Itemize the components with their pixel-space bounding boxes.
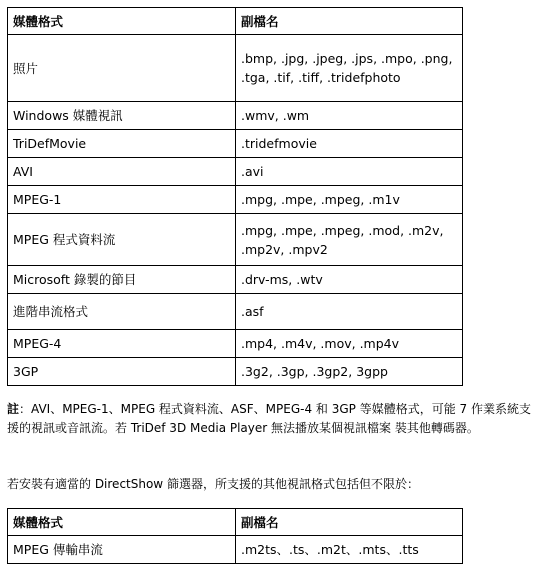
table-row <box>8 266 463 294</box>
table-row <box>8 330 463 358</box>
format-cell: MPEG-1 <box>8 186 236 214</box>
table-row <box>8 536 463 564</box>
table-row <box>8 158 463 186</box>
table-row <box>8 214 463 266</box>
table-row <box>8 102 463 130</box>
table-header-row <box>8 8 463 35</box>
header-extension: 副檔名 <box>236 8 463 35</box>
table-row <box>8 186 463 214</box>
note-text: ：AVI、MPEG-1、MPEG 程式資料流、ASF、MPEG-4 和 3GP 等媒體格式，可能 7 作業系統支援的視訊或音訊流。若 TriDef 3D Media Player 無法播放某個視訊檔案 裝其他轉碼器。 <box>7 402 531 435</box>
header-media-format: 媒體格式 <box>8 8 236 35</box>
media-format-table <box>7 7 463 386</box>
note-label: 註 <box>7 402 20 416</box>
extension-cell: .mp4, .m4v, .mov, .mp4v <box>236 330 463 358</box>
extension-cell: .mpg, .mpe, .mpeg, .m1v <box>236 186 463 214</box>
format-cell: MPEG 程式資料流 <box>8 214 236 266</box>
header-extension: 副檔名 <box>236 509 463 536</box>
table-header-row <box>8 509 463 536</box>
format-cell: Windows 媒體視訊 <box>8 102 236 130</box>
format-cell: 3GP <box>8 358 236 386</box>
format-cell: 照片 <box>8 35 236 102</box>
extension-cell: .mpg, .mpe, .mpeg, .mod, .m2v, .mp2v, .mpv2 <box>236 214 463 266</box>
table-row <box>8 358 463 386</box>
format-cell: TriDefMovie <box>8 130 236 158</box>
format-cell: AVI <box>8 158 236 186</box>
format-cell: MPEG 傳輸串流 <box>8 536 236 564</box>
header-media-format: 媒體格式 <box>8 509 236 536</box>
note-paragraph <box>7 400 535 438</box>
table-row <box>8 130 463 158</box>
extra-formats-intro: 若安裝有適當的 DirectShow 篩選器，所支援的其他視訊格式包括但不限於： <box>7 477 419 491</box>
extension-cell: .wmv, .wm <box>236 102 463 130</box>
format-cell: 進階串流格式 <box>8 294 236 330</box>
table-row <box>8 294 463 330</box>
extension-cell: .tridefmovie <box>236 130 463 158</box>
format-cell: MPEG-4 <box>8 330 236 358</box>
extension-cell: .bmp, .jpg, .jpeg, .jps, .mpo, .png, .tga, .tif, .tiff, .tridefphoto <box>236 35 463 102</box>
extension-cell: .asf <box>236 294 463 330</box>
extension-cell: .avi <box>236 158 463 186</box>
extension-cell: .m2ts、.ts、.m2t、.mts、.tts <box>236 536 463 564</box>
extension-cell: .drv-ms, .wtv <box>236 266 463 294</box>
extension-cell: .3g2, .3gp, .3gp2, 3gpp <box>236 358 463 386</box>
table-row <box>8 35 463 102</box>
extra-format-table <box>7 508 463 564</box>
format-cell: Microsoft 錄製的節目 <box>8 266 236 294</box>
